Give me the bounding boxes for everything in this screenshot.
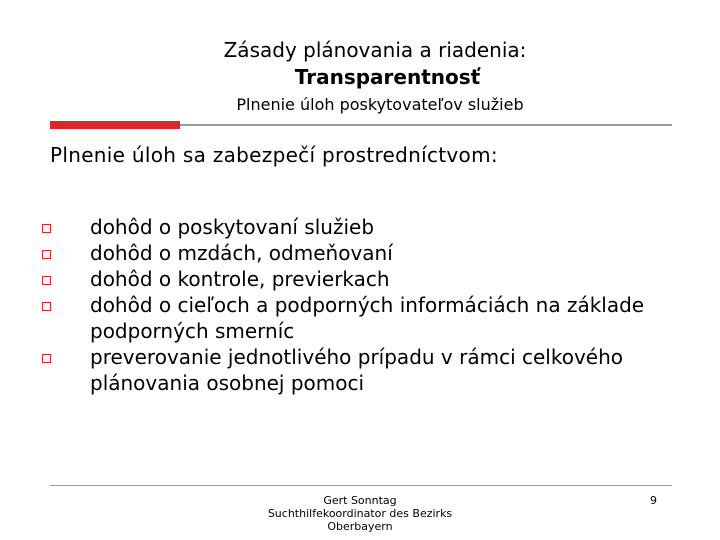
hollow-square-icon: [42, 250, 51, 259]
bullet-text: dohôd o cieľoch a podporných informáciách na základe podporných smerníc: [90, 293, 645, 343]
slide-subtitle: Plnenie úloh poskytovateľov služieb: [236, 95, 524, 114]
bullet-list: [40, 214, 680, 396]
bullet-text: dohôd o kontrole, previerkach: [90, 267, 390, 291]
bullet-item: [40, 214, 680, 240]
bullet-item: [40, 344, 680, 396]
footer-author: [250, 494, 470, 533]
bullet-text: dohôd o poskytovaní služieb: [90, 215, 375, 239]
hollow-square-icon: [42, 302, 51, 311]
bullet-item: [40, 292, 680, 344]
bullet-item: [40, 240, 680, 266]
hollow-square-icon: [42, 354, 51, 363]
bullet-text: preverovanie jednotlivého prípadu v rámci celkového plánovania osobnej pomoci: [90, 345, 623, 395]
hollow-square-icon: [42, 276, 51, 285]
slide-title: [0, 36, 720, 90]
footer-line-3: Oberbayern: [327, 520, 393, 533]
page-number: 9: [650, 494, 657, 507]
hollow-square-icon: [42, 224, 51, 233]
bullet-text: dohôd o mzdách, odmeňovaní: [90, 241, 393, 265]
lead-text: Plnenie úloh sa zabezpečí prostredníctvom:: [50, 143, 498, 167]
title-line-2: Transparentnosť: [294, 65, 481, 89]
bullet-item: [40, 266, 680, 292]
title-divider: [180, 124, 672, 126]
footer-line-1: Gert Sonntag: [323, 494, 397, 507]
title-accent-bar: [50, 121, 180, 129]
footer-line-2: Suchthilfekoordinator des Bezirks: [267, 507, 453, 520]
footer-divider: [50, 485, 672, 486]
title-line-1: Zásady plánovania a riadenia:: [223, 38, 527, 62]
